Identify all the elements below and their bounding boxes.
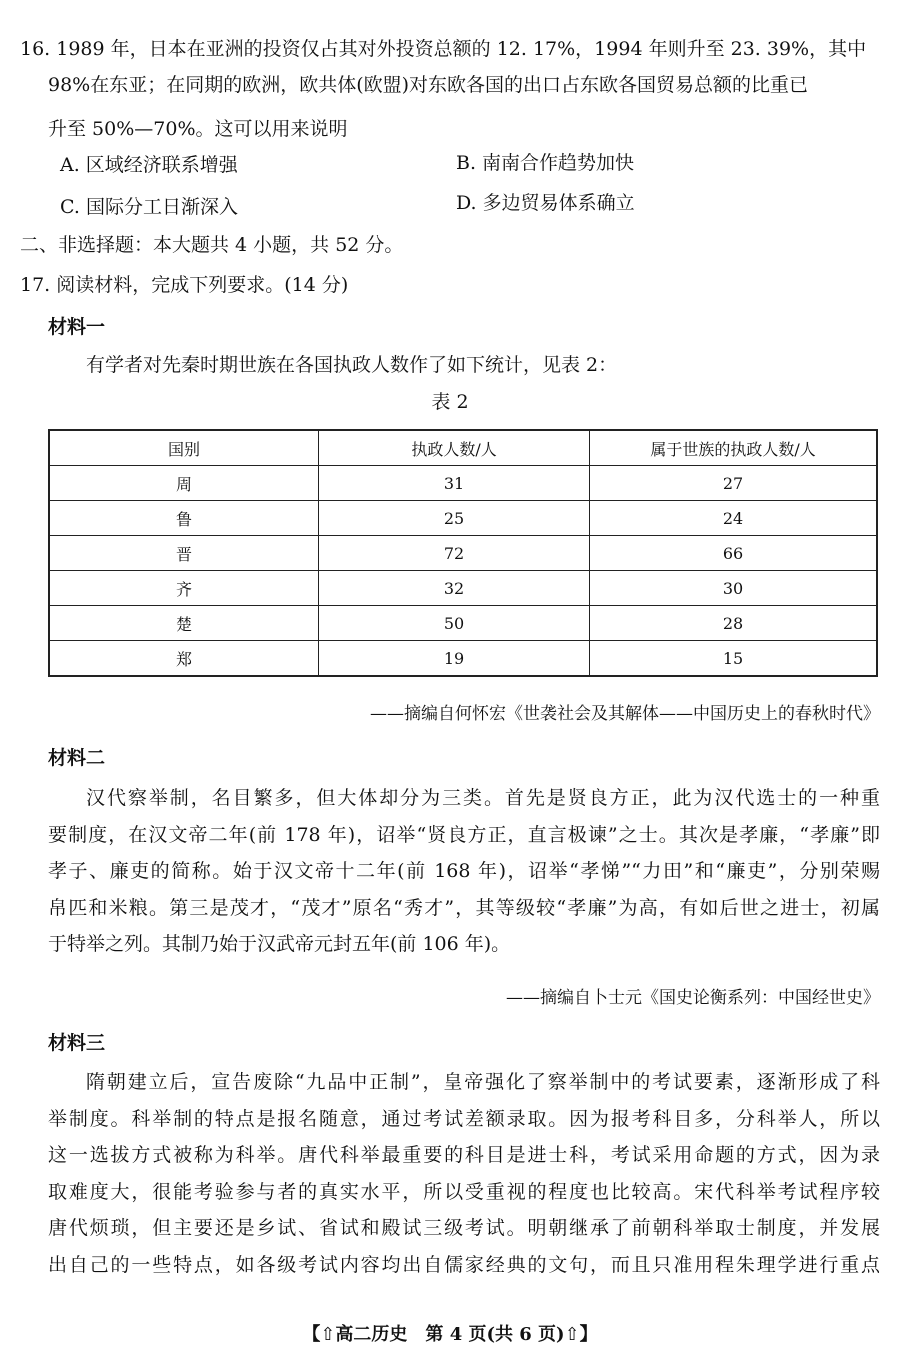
q16-line-2: 98%在东亚；在同期的欧洲，欧共体(欧盟)对东欧各国的出口占东欧各国贸易总额的比重已 <box>48 74 809 96</box>
table-2-title: 表 2 <box>431 391 469 413</box>
cell-country: 齐 <box>49 571 319 606</box>
material-2-line: 汉代察举制，名目繁多，但大体却分为三类。首先是贤良方正，此为汉代选士的一种重 <box>86 787 880 809</box>
cell-officials: 19 <box>319 641 590 677</box>
cell-noble-officials: 66 <box>590 536 877 571</box>
header-noble-officials: 属于世族的执政人数/人 <box>590 430 877 466</box>
cell-country: 鲁 <box>49 501 319 536</box>
material-2-line: 于特举之列。其制乃始于汉武帝元封五年(前 106 年)。 <box>48 933 511 955</box>
material-3-line: 出自己的一些特点，如各级考试内容均出自儒家经典的文句，而且只准用程朱理学进行重点 <box>48 1253 880 1276</box>
material-1-title: 材料一 <box>48 316 106 338</box>
header-country: 国别 <box>49 430 319 466</box>
cell-noble-officials: 15 <box>590 641 877 677</box>
table-row <box>49 466 877 501</box>
cell-officials: 72 <box>319 536 590 571</box>
cell-country: 周 <box>49 466 319 501</box>
cell-noble-officials: 30 <box>590 571 877 606</box>
material-2-source: ——摘编自卜士元《国史论衡系列：中国经世史》 <box>506 988 880 1008</box>
header-officials: 执政人数/人 <box>319 430 590 466</box>
material-3-line: 举制度。科举制的特点是报名随意，通过考试差额录取。因为报考科目多，分科举人，所以 <box>48 1107 880 1130</box>
cell-noble-officials: 24 <box>590 501 877 536</box>
table-row <box>49 606 877 641</box>
cell-officials: 32 <box>319 571 590 606</box>
section-2-heading: 二、非选择题：本大题共 4 小题，共 52 分。 <box>20 234 404 256</box>
material-2-line: 帛匹和米粮。第三是茂才，“茂才”原名“秀才”，其等级较“孝廉”为高，有如后世之进士，初属 <box>48 896 880 919</box>
material-3-title: 材料三 <box>48 1032 106 1054</box>
q16-line-3: 升至 50%—70%。这可以用来说明 <box>48 118 348 140</box>
cell-country: 楚 <box>49 606 319 641</box>
material-1-source: ——摘编自何怀宏《世袭社会及其解体——中国历史上的春秋时代》 <box>370 704 880 724</box>
cell-officials: 25 <box>319 501 590 536</box>
material-3-line: 这一选拔方式被称为科举。唐代科举最重要的科目是进士科，考试采用命题的方式，因为录 <box>48 1144 880 1166</box>
cell-noble-officials: 28 <box>590 606 877 641</box>
table-row <box>49 641 877 677</box>
material-3-line: 隋朝建立后，宣告废除“九品中正制”，皇帝强化了察举制中的考试要素，逐渐形成了科 <box>86 1071 880 1093</box>
material-3-line: 取难度大，很能考验参与者的真实水平，所以受重视的程度也比较高。宋代科举考试程序较 <box>48 1180 880 1203</box>
table-2 <box>48 429 878 677</box>
q17-stem: 17. 阅读材料，完成下列要求。(14 分) <box>20 274 349 296</box>
cell-noble-officials: 27 <box>590 466 877 501</box>
material-2-line: 要制度，在汉文帝二年(前 178 年)，诏举“贤良方正，直言极谏”之士。其次是孝廉，“孝廉”即 <box>48 823 880 846</box>
table-row <box>49 536 877 571</box>
q16-line-1: 16. 1989 年，日本在亚洲的投资仅占其对外投资总额的 12. 17%，1994 年则升至 23. 39%，其中 <box>20 38 867 60</box>
cell-officials: 50 <box>319 606 590 641</box>
material-2-line: 孝子、廉吏的简称。始于汉文帝十二年(前 168 年)，诏举“孝悌”“力田”和“廉吏”，分别荣赐 <box>48 860 880 882</box>
material-2-paragraph <box>48 780 880 963</box>
material-1-intro: 有学者对先秦时期世族在各国执政人数作了如下统计，见表 2： <box>86 354 618 376</box>
q16-option-d: D. 多边贸易体系确立 <box>456 192 635 214</box>
table-row <box>49 571 877 606</box>
q16-option-b: B. 南南合作趋势加快 <box>456 152 635 174</box>
q16-option-a: A. 区域经济联系增强 <box>60 154 238 176</box>
material-3-paragraph <box>48 1064 880 1283</box>
cell-officials: 31 <box>319 466 590 501</box>
table-row <box>49 501 877 536</box>
material-2-title: 材料二 <box>48 747 106 769</box>
page-footer: 【⇧高二历史 第 4 页(共 6 页)⇧】 <box>302 1324 598 1345</box>
cell-country: 郑 <box>49 641 319 677</box>
table-header-row <box>49 430 877 466</box>
q16-option-c: C. 国际分工日渐深入 <box>60 196 238 218</box>
cell-country: 晋 <box>49 536 319 571</box>
material-3-line: 唐代烦琐，但主要还是乡试、省试和殿试三级考试。明朝继承了前朝科举取士制度，并发展 <box>48 1217 880 1239</box>
